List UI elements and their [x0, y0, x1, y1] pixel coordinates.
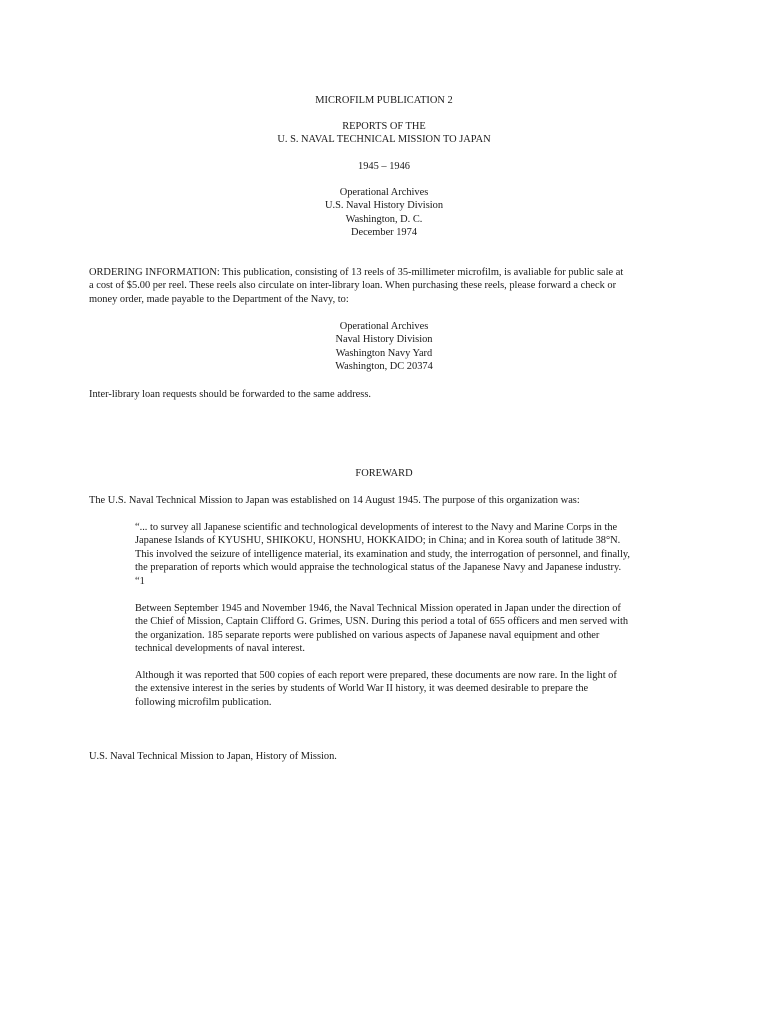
foreward-heading — [0, 467, 768, 480]
paragraph-line: the Chief of Mission, Captain Clifford G. Grimes, USN. During this period a total of 655 officers and men served with — [135, 616, 629, 628]
years-range: 1945 – 1946 — [358, 161, 410, 172]
archives-info — [0, 186, 768, 240]
mailing-address — [0, 320, 768, 374]
footnote — [89, 750, 689, 763]
address-line: Naval History Division — [335, 334, 433, 346]
publication-number: MICROFILM PUBLICATION 2 — [315, 95, 453, 106]
section-heading: FOREWARD — [355, 468, 413, 479]
archives-date: December 1974 — [350, 227, 418, 239]
ordering-information — [89, 266, 689, 306]
address-line: Washington, DC 20374 — [335, 361, 433, 373]
publication-title — [0, 94, 768, 107]
paragraph-line: the extensive interest in the series by students of World War II history, it was deemed desirable to prepare the — [135, 683, 589, 695]
interlibrary-note — [89, 388, 689, 401]
footnote-text: U.S. Naval Technical Mission to Japan, History of Mission. — [89, 751, 337, 762]
report-title — [0, 120, 768, 147]
quote-footnote-marker: “1 — [135, 575, 145, 587]
ordering-line: ORDERING INFORMATION: This publication, consisting of 13 reels of 35-millimeter microfilm, is avaliable for public sale at — [89, 267, 624, 278]
quote-line: Japanese Islands of KYUSHU, SHIKOKU, HONSHU, HOKKAIDO; in China; and in Korea south of latitude 38°N. — [135, 535, 621, 547]
intro-text: The U.S. Naval Technical Mission to Japan was established on 14 August 1945. The purpose of this organization was: — [89, 495, 580, 506]
ordering-line: money order, made payable to the Department of the Navy, to: — [89, 293, 349, 305]
mission-purpose-quote — [135, 521, 680, 588]
address-line: Washington Navy Yard — [335, 347, 433, 359]
paragraph-line: Between September 1945 and November 1946, the Naval Technical Mission operated in Japan under the direction of — [135, 603, 621, 614]
interlibrary-text: Inter-library loan requests should be forwarded to the same address. — [89, 389, 371, 400]
quote-line: This involved the seizure of intelligence material, its examination and study, the interrogation of personnel, and finally, — [135, 548, 630, 560]
paragraph-line: technical developments of naval interest. — [135, 643, 305, 655]
mission-history-paragraph — [135, 602, 680, 656]
archives-line: U.S. Naval History Division — [324, 200, 444, 212]
archives-line: Washington, D. C. — [345, 213, 423, 225]
mission-title: U. S. NAVAL TECHNICAL MISSION TO JAPAN — [277, 134, 491, 146]
quote-line: the preparation of reports which would appraise the technological status of the Japanese Navy and Japanese industry. — [135, 562, 622, 574]
paragraph-line: following microfilm publication. — [135, 696, 272, 708]
publication-rationale-paragraph — [135, 669, 680, 709]
archives-line: Operational Archives — [339, 187, 429, 198]
years — [0, 160, 768, 173]
quote-line: “... to survey all Japanese scientific and technological developments of interest to the Navy and Marine Corps in the — [135, 522, 618, 533]
paragraph-line: the organization. 185 separate reports were published on various aspects of Japanese naval equipment and other — [135, 629, 600, 641]
paragraph-line: Although it was reported that 500 copies of each report were prepared, these documents are now rare. In the light of — [135, 670, 617, 681]
reports-of-the: REPORTS OF THE — [342, 121, 426, 132]
foreward-intro — [89, 494, 689, 507]
ordering-line: a cost of $5.00 per reel. These reels also circulate on inter-library loan. When purchasing these reels, please forward a check or — [89, 280, 617, 292]
address-line: Operational Archives — [339, 321, 429, 332]
